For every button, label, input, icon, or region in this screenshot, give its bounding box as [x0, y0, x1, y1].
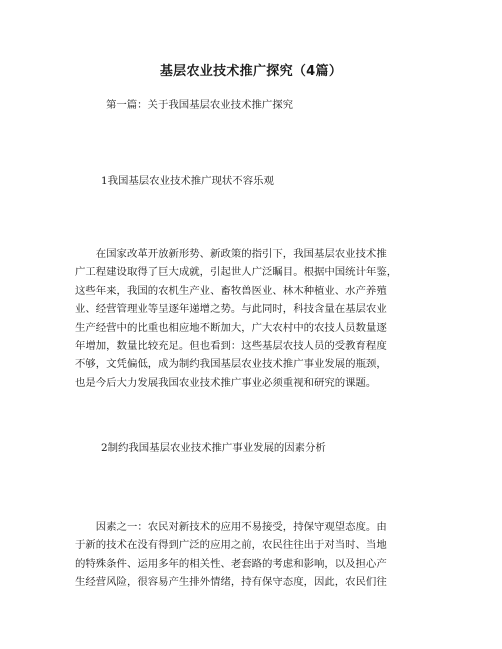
paragraph-line: 在国家改革开放新形势、新政策的指引下，我国基层农业技术推	[75, 248, 387, 260]
paragraph-line: 这些年来，我国的农机生产业、畜牧兽医业、林木种植业、水产养殖	[75, 284, 387, 297]
section-heading-2: 2制约我国基层农业技术推广事业发展的因素分析	[101, 442, 326, 454]
paragraph-line: 于新的技术在没有得到广泛的应用之前，农民往往出于对当时、当地	[75, 539, 387, 552]
paragraph-line: 生产经营中的比重也相应地不断加大，广大农村中的农技人员数量逐	[75, 321, 387, 334]
paragraph-line: 不够，文凭偏低，成为制约我国基层农业技术推广事业发展的瓶颈，	[75, 358, 387, 371]
paragraph-line: 的特殊条件、运用多年的相关性、老套路的考虑和影响，以及担心产	[75, 557, 387, 570]
paragraph-line: 因素之一：农民对新技术的应用不易接受，持保守观望态度。由	[75, 521, 387, 533]
paragraph-line: 也是今后大力发展我国农业技术推广事业必须重视和研究的课题。	[75, 376, 377, 389]
chapter-subtitle: 第一篇：关于我国基层农业技术推广探究	[106, 99, 294, 111]
document-title: 基层农业技术推广探究（4篇）	[159, 64, 343, 79]
paragraph-line: 生经营风险，很容易产生排外情绪，持有保守态度，因此，农民们往	[75, 576, 387, 589]
section-1-paragraph	[75, 245, 397, 392]
paragraph-line: 年增加，数量比较充足。但也看到：这些基层农技人员的受教育程度	[75, 339, 387, 352]
section-heading-1: 1我国基层农业技术推广现状不容乐观	[101, 175, 274, 187]
paragraph-line: 业、经营管理业等呈逐年递增之势。与此同时，科技含量在基层农业	[75, 303, 387, 316]
section-2-paragraph	[75, 518, 387, 592]
paragraph-line: 广工程建设取得了巨大成就，引起世人广泛瞩目。根据中国统计年鉴，	[75, 266, 398, 279]
